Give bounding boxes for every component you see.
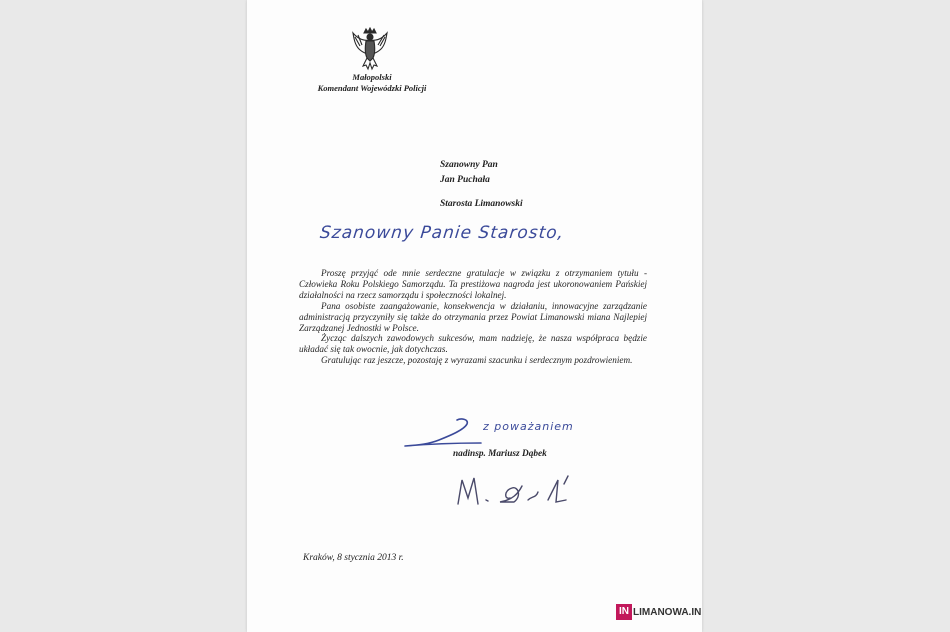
body-paragraph-4: Gratulując raz jeszcze, pozostaję z wyrazami szacunku i serdecznym pozdrowieniem.: [321, 355, 633, 366]
handwritten-signature: [452, 470, 602, 508]
signer-name: nadinsp. Mariusz Dąbek: [453, 449, 547, 459]
addressee-title: Starosta Limanowski: [440, 199, 523, 209]
letterhead: [287, 72, 457, 94]
watermark-badge: IN: [616, 604, 632, 620]
handwritten-greeting: Szanowny Panie Starosto,: [318, 223, 566, 243]
letter-page: [247, 0, 702, 632]
handwritten-closing: [399, 416, 604, 452]
place-and-date: Kraków, 8 stycznia 2013 r.: [303, 553, 404, 563]
watermark-text: LIMANOWA.IN: [633, 606, 702, 618]
letterhead-line1: Małopolski: [352, 72, 392, 82]
letterhead-line2: Komendant Wojewódzki Policji: [317, 83, 427, 93]
polish-eagle-emblem: [350, 27, 390, 71]
addressee-salutation: Szanowny Pan: [440, 160, 498, 170]
letter-body: [299, 268, 647, 366]
handwritten-closing-text: z poważaniem: [483, 420, 574, 433]
addressee-name: Jan Puchała: [440, 175, 490, 185]
body-paragraph-1: Proszę przyjąć ode mnie serdeczne gratulacje w związku z otrzymaniem tytułu - Człowieka Roku Polskiego Samorządu. Ta prestiżowa nagroda jest ukoronowaniem Pańskiej działalności na rzecz samorządu i społeczności lokalnej.: [299, 268, 647, 300]
handwritten-z-mark: [399, 416, 489, 452]
site-watermark: [616, 603, 701, 621]
body-paragraph-2: Pana osobiste zaangażowanie, konsekwencja w działaniu, innowacyjne zarządzanie administracją przyczyniły się także do otrzymania przez Powiat Limanowski miana Najlepiej Zarządzanej Jednostki w Polsce.: [299, 300, 647, 333]
body-paragraph-3: Życząc dalszych zawodowych sukcesów, mam nadzieję, że nasza współpraca będzie układać się tak owocnie, jak dotychczas.: [299, 333, 647, 355]
